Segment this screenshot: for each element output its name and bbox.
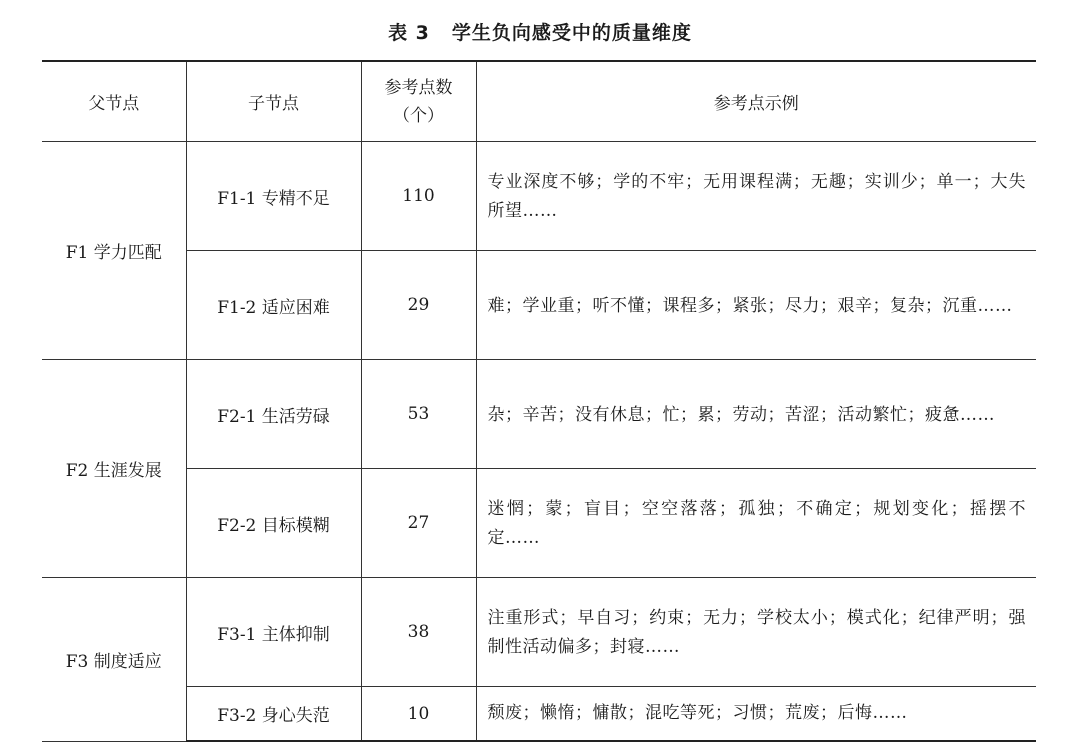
table-number: 表 3 xyxy=(388,22,430,44)
examples-cell: 专业深度不够；学的不牢；无用课程满；无趣；实训少；单一；大失所望…… xyxy=(476,142,1036,251)
examples-cell: 难；学业重；听不懂；课程多；紧张；尽力；艰辛；复杂；沉重…… xyxy=(476,251,1036,360)
header-count-unit: （个） xyxy=(393,105,444,126)
table-caption xyxy=(0,18,1080,45)
count-cell: 29 xyxy=(361,251,476,360)
table-title: 学生负向感受中的质量维度 xyxy=(451,22,692,44)
examples-cell: 颓废；懒惰；慵散；混吃等死；习惯；荒废；后悔…… xyxy=(476,687,1036,742)
table-row xyxy=(42,360,1036,469)
count-cell: 10 xyxy=(361,687,476,742)
child-node-cell: F2-1 生活劳碌 xyxy=(186,360,361,469)
parent-node-cell: F2 生涯发展 xyxy=(42,360,186,578)
examples-cell: 迷惘；蒙；盲目；空空落落；孤独；不确定；规划变化；摇摆不定…… xyxy=(476,469,1036,578)
child-node-cell: F1-2 适应困难 xyxy=(186,251,361,360)
child-node-cell: F2-2 目标模糊 xyxy=(186,469,361,578)
count-cell: 27 xyxy=(361,469,476,578)
quality-dimension-table xyxy=(42,60,1036,742)
header-reference-count xyxy=(361,61,476,142)
table-row xyxy=(42,142,1036,251)
header-row xyxy=(42,61,1036,142)
count-cell: 110 xyxy=(361,142,476,251)
count-cell: 38 xyxy=(361,578,476,687)
table-row xyxy=(42,578,1036,687)
count-cell: 53 xyxy=(361,360,476,469)
examples-cell: 注重形式；早自习；约束；无力；学校太小；模式化；纪律严明；强制性活动偏多；封寝…… xyxy=(476,578,1036,687)
header-count-label: 参考点数 xyxy=(384,77,453,98)
parent-node-cell: F1 学力匹配 xyxy=(42,142,186,360)
table-row xyxy=(42,687,1036,742)
parent-node-cell: F3 制度适应 xyxy=(42,578,186,742)
child-node-cell: F1-1 专精不足 xyxy=(186,142,361,251)
table-row xyxy=(42,469,1036,578)
header-parent-node: 父节点 xyxy=(42,61,186,142)
child-node-cell: F3-2 身心失范 xyxy=(186,687,361,742)
header-examples: 参考点示例 xyxy=(476,61,1036,142)
table-row xyxy=(42,251,1036,360)
header-child-node: 子节点 xyxy=(186,61,361,142)
examples-cell: 杂；辛苦；没有休息；忙；累；劳动；苦涩；活动繁忙；疲惫…… xyxy=(476,360,1036,469)
child-node-cell: F3-1 主体抑制 xyxy=(186,578,361,687)
